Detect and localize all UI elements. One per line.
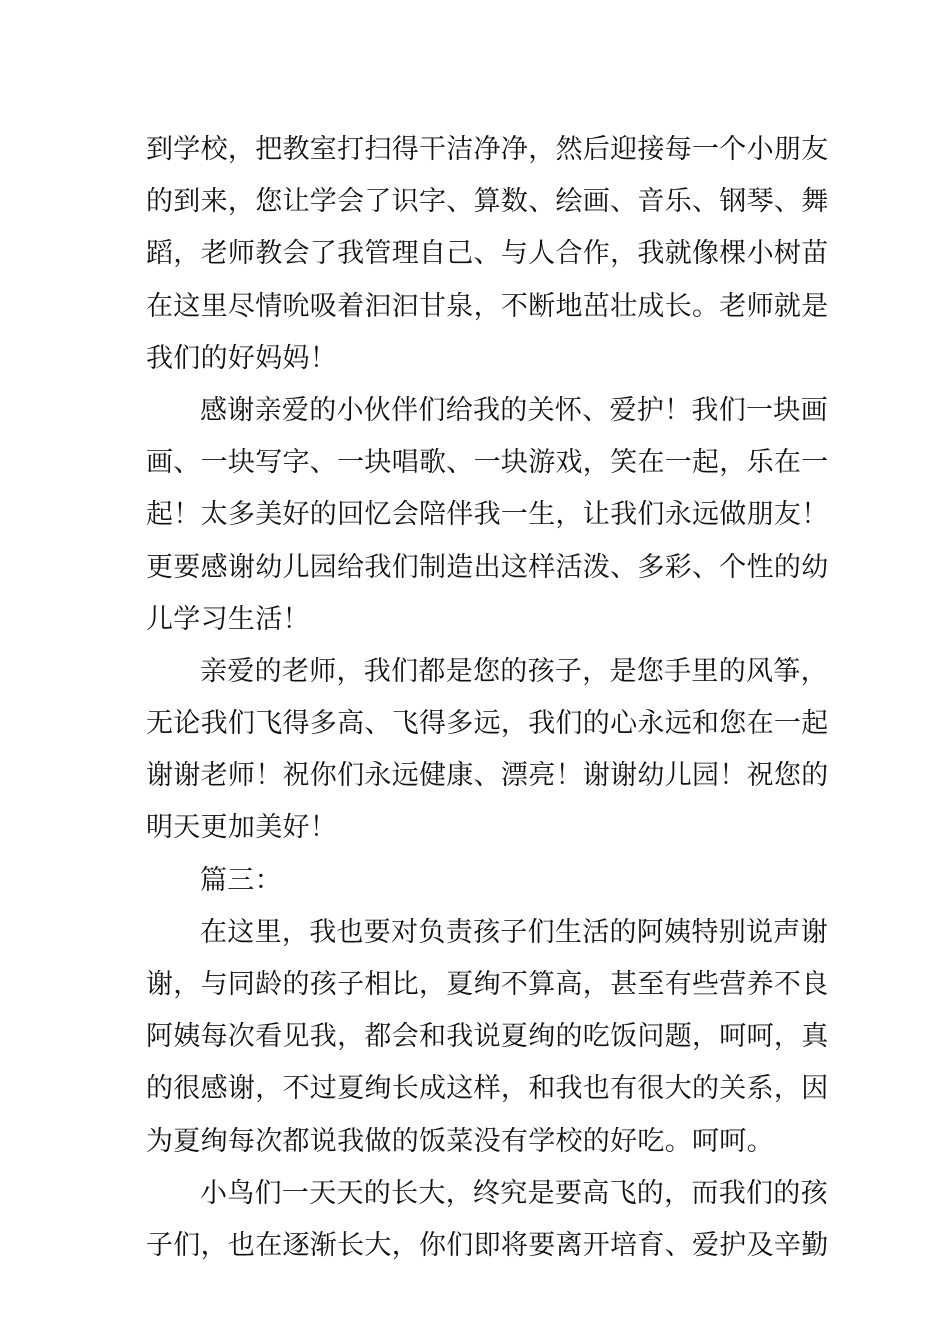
text-line: 在这里尽情吮吸着汩汩甘泉，不断地茁壮成长。老师就是	[146, 290, 829, 322]
paragraph-start-line: 小鸟们一天天的长大，终究是要高飞的，而我们的孩	[200, 1177, 828, 1209]
document-body	[146, 124, 829, 1272]
text-line: 谢，与同龄的孩子相比，夏绚不算高，甚至有些营养不良	[146, 969, 829, 1000]
paragraph-start-line: 感谢亲爱的小伙伴们给我的关怀、爱护！我们一块画	[200, 394, 828, 426]
text-line: 蹈，老师教会了我管理自己、与人合作，我就像棵小树苗	[146, 238, 829, 270]
text-line: 画、一块写字、一块唱歌、一块游戏，笑在一起，乐在一	[146, 447, 829, 479]
section-heading: 篇三：	[200, 864, 282, 896]
text-line: 更要感谢幼儿园给我们制造出这样活泼、多彩、个性的幼	[146, 551, 829, 583]
paragraph-start-line: 在这里，我也要对负责孩子们生活的阿姨特别说声谢	[200, 916, 828, 948]
text-line: 的到来，您让学会了识字、算数、绘画、音乐、钢琴、舞	[146, 186, 829, 218]
text-line: 我们的好妈妈！	[146, 342, 338, 374]
text-line: 明天更加美好！	[146, 812, 338, 844]
text-line: 谢谢老师！祝你们永远健康、漂亮！谢谢幼儿园！祝您的	[146, 760, 829, 792]
text-line: 为夏绚每次都说我做的饭菜没有学校的好吃。呵呵。	[146, 1125, 774, 1157]
text-line: 儿学习生活！	[146, 603, 310, 635]
text-line: 起！太多美好的回忆会陪伴我一生，让我们永远做朋友！	[146, 499, 829, 531]
text-line: 到学校，把教室打扫得干洁净净，然后迎接每一个小朋友	[146, 134, 829, 165]
text-line: 的很感谢，不过夏绚长成这样，和我也有很大的关系，因	[146, 1073, 829, 1105]
text-line: 无论我们飞得多高、飞得多远，我们的心永远和您在一起	[146, 708, 829, 740]
text-line: 子们，也在逐渐长大，你们即将要离开培育、爱护及辛勤	[146, 1229, 829, 1261]
paragraph-start-line: 亲爱的老师，我们都是您的孩子，是您手里的风筝，	[200, 655, 828, 687]
text-line: 阿姨每次看见我，都会和我说夏绚的吃饭问题，呵呵，真	[146, 1021, 829, 1053]
